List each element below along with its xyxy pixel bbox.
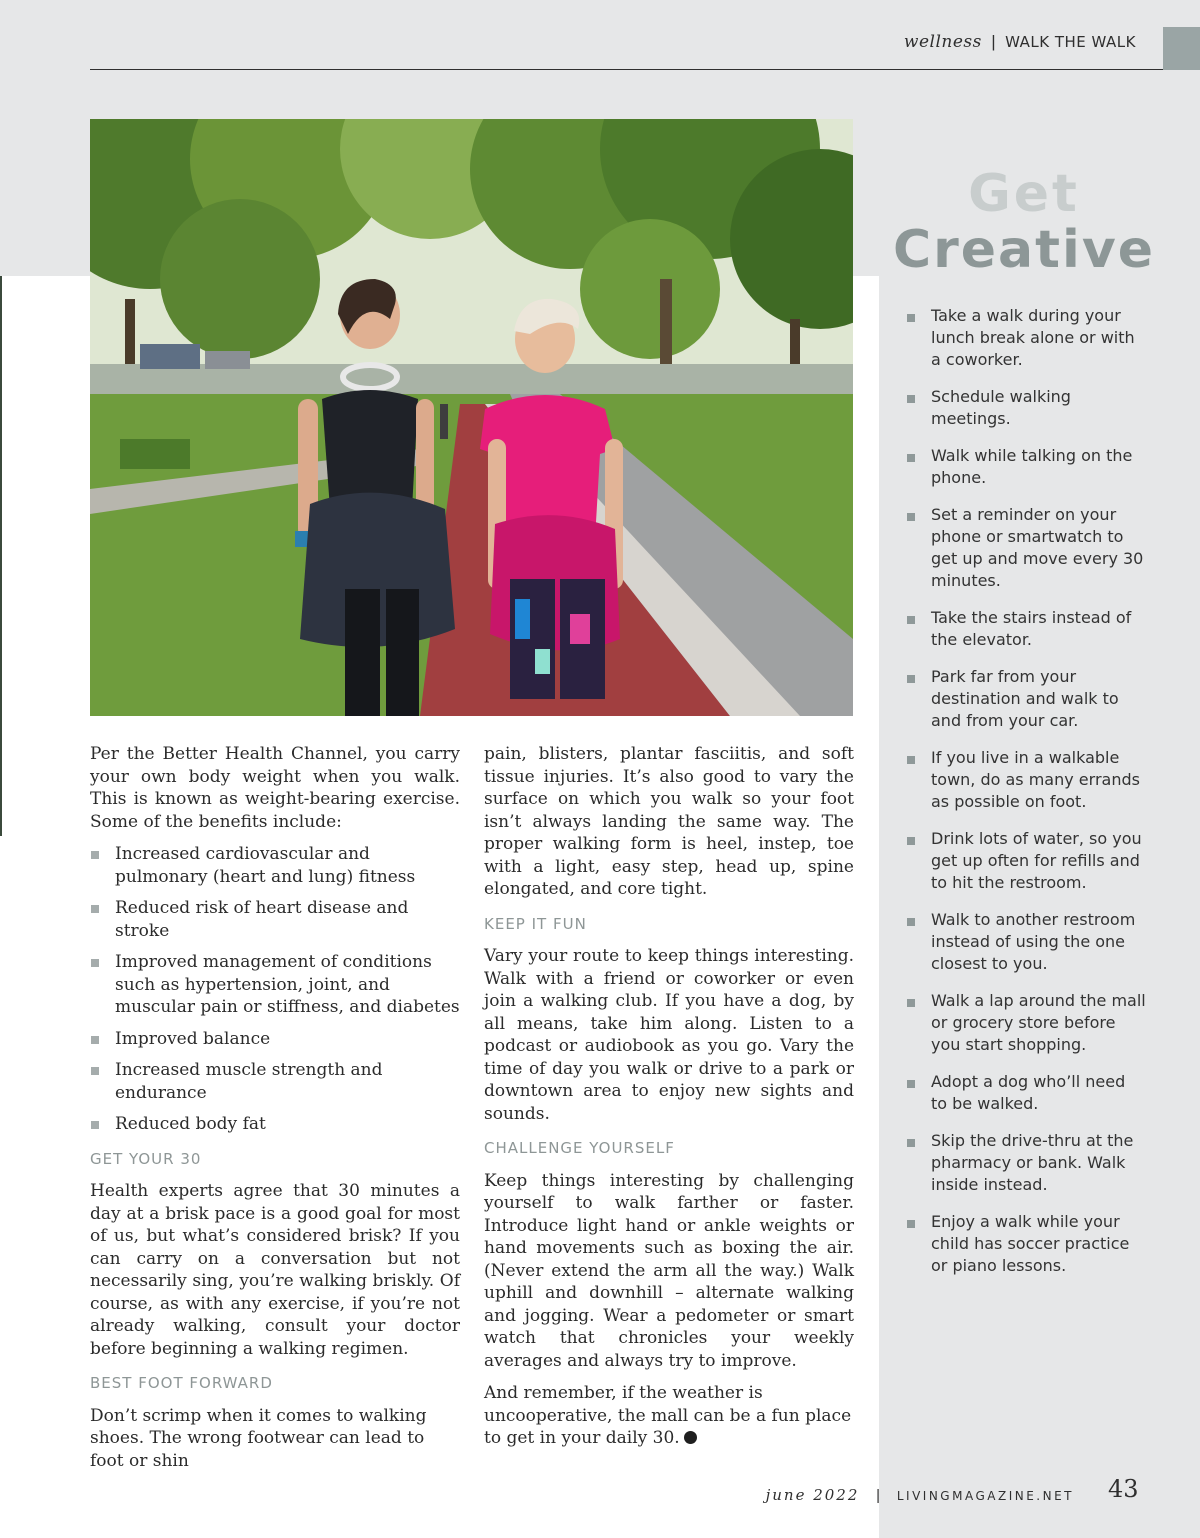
square-bullet-icon [907,756,915,764]
square-bullet-icon [907,1080,915,1088]
square-bullet-icon [91,959,99,967]
square-bullet-icon [907,454,915,462]
list-item [906,445,1146,489]
square-bullet-icon [91,905,99,913]
article-column-2 [484,743,854,1460]
subhead-best-foot-forward: BEST FOOT FORWARD [90,1374,273,1392]
intro-paragraph: Per the Better Health Channel, you carry your own body weight when you walk. This is known as weight-bearing exercise. Some of the benefits include: [90,744,460,832]
square-bullet-icon [907,837,915,845]
list-item [906,305,1146,371]
square-bullet-icon [907,999,915,1007]
paragraph-challenge-yourself: Keep things interesting by challenging yourself to walk farther or faster. Introduce light hand or ankle weights or hand movements such as boxing the air. (Never extend the arm all the way.) Walk uphill and downhill – alternate walking and jogging. Wear a pedometer or smart watch that chronicles your weekly averages and always try to improve. [484,1170,854,1371]
list-item [90,1059,460,1104]
page-number: 43 [1108,1475,1139,1503]
square-bullet-icon [907,395,915,403]
tip-text: Adopt a dog who’ll need to be walked. [931,1072,1126,1113]
website-url: LIVINGMAGAZINE.NET [896,1489,1074,1503]
tips-list [906,305,1146,1292]
tip-text: Park far from your destination and walk to and from your car. [931,667,1119,730]
square-bullet-icon [91,1036,99,1044]
list-item [90,897,460,942]
subhead-keep-it-fun: KEEP IT FUN [484,914,587,933]
square-bullet-icon [907,675,915,683]
tip-text: Schedule walking meetings. [931,387,1071,428]
list-item [90,1113,460,1136]
list-item [906,386,1146,430]
tip-text: If you live in a walkable town, do as many errands as possible on foot. [931,748,1140,811]
end-mark-icon [684,1431,697,1444]
tip-text: Walk to another restroom instead of using the one closest to you. [931,910,1136,973]
list-item [90,1028,460,1051]
list-item-text: Increased muscle strength and endurance [115,1060,383,1103]
list-item [906,1071,1146,1115]
list-item-text: Reduced risk of heart disease and stroke [115,898,409,941]
list-item-text: Reduced body fat [115,1114,266,1134]
square-bullet-icon [907,513,915,521]
paragraph-keep-it-fun: Vary your route to keep things interesting. Walk with a friend or coworker or even join a walking club. If you have a dog, by all means, take him along. Listen to a podcast or audiobook as you go. Vary the time of day you walk or drive to a park or downtown area to enjoy new sights and sounds. [484,946,854,1124]
page-edge-mark [0,276,2,836]
sidebar-title-line-2: Creative [892,220,1155,280]
square-bullet-icon [907,616,915,624]
square-bullet-icon [91,1121,99,1129]
list-item [906,1211,1146,1277]
running-head [904,32,1136,52]
square-bullet-icon [907,1139,915,1147]
list-item [90,843,460,888]
list-item [906,990,1146,1056]
benefits-list [90,843,460,1136]
square-bullet-icon [907,1220,915,1228]
list-item [906,504,1146,592]
header-rule [90,69,1163,70]
closing-paragraph [484,1382,854,1450]
list-item-text: Increased cardiovascular and pulmonary (heart and lung) fitness [115,844,416,887]
list-item [906,828,1146,894]
tip-text: Set a reminder on your phone or smartwatch to get up and move every 30 minutes. [931,505,1144,590]
square-bullet-icon [907,918,915,926]
square-bullet-icon [91,851,99,859]
issue-date: june 2022 [765,1486,860,1504]
paragraph-get-your-30: Health experts agree that 30 minutes a day at a brisk pace is a good goal for most of us, but what’s considered brisk? If you can carry on a conversation but not necessarily sing, you’re walking briskly. Of course, as with any exercise, if you’re not already walking, consult your doctor before beginning a walking regimen. [90,1181,460,1359]
tip-text: Walk while talking on the phone. [931,446,1133,487]
tip-text: Take the stairs instead of the elevator. [931,608,1132,649]
subhead-challenge-yourself: CHALLENGE YOURSELF [484,1139,675,1157]
article-photo [90,119,853,716]
header-tab [1163,27,1200,70]
square-bullet-icon [907,314,915,322]
list-item [906,747,1146,813]
tip-text: Skip the drive-thru at the pharmacy or bank. Walk inside instead. [931,1131,1134,1194]
list-item [906,607,1146,651]
section-name: wellness [903,32,982,52]
subhead-get-your-30: GET YOUR 30 [90,1149,202,1168]
sidebar-title-line-1: Get [968,164,1080,224]
tip-text: Drink lots of water, so you get up often for refills and to hit the restroom. [931,829,1142,892]
paragraph-continued: pain, blisters, plantar fasciitis, and soft tissue injuries. It’s also good to vary the surface on which you walk so your foot isn’t always landing the same way. The proper walking form is heel, instep, toe with a light, easy step, head up, spine elongated, and core tight. [484,744,854,899]
header-separator: | [991,32,996,51]
list-item [906,909,1146,975]
list-item [90,951,460,1019]
list-item [906,1130,1146,1196]
tip-text: Enjoy a walk while your child has soccer practice or piano lessons. [931,1212,1130,1275]
sidebar-title [879,166,1169,278]
closing-text: And remember, if the weather is uncooperative, the mall can be a fun place to get in your daily 30. [484,1383,852,1448]
tip-text: Take a walk during your lunch break alone or with a coworker. [931,306,1135,369]
article-column-1 [90,743,460,1482]
square-bullet-icon [91,1067,99,1075]
tip-text: Walk a lap around the mall or grocery store before you start shopping. [931,991,1146,1054]
paragraph-best-foot-forward: Don’t scrimp when it comes to walking shoes. The wrong footwear can lead to foot or shin [90,1405,427,1471]
list-item-text: Improved balance [115,1028,271,1049]
article-title: WALK THE WALK [1005,33,1136,51]
page-footer [766,1486,1074,1504]
footer-separator: | [876,1487,881,1504]
list-item-text: Improved management of conditions such as hypertension, joint, and muscular pain or stiffness, and diabetes [115,952,460,1017]
list-item [906,666,1146,732]
